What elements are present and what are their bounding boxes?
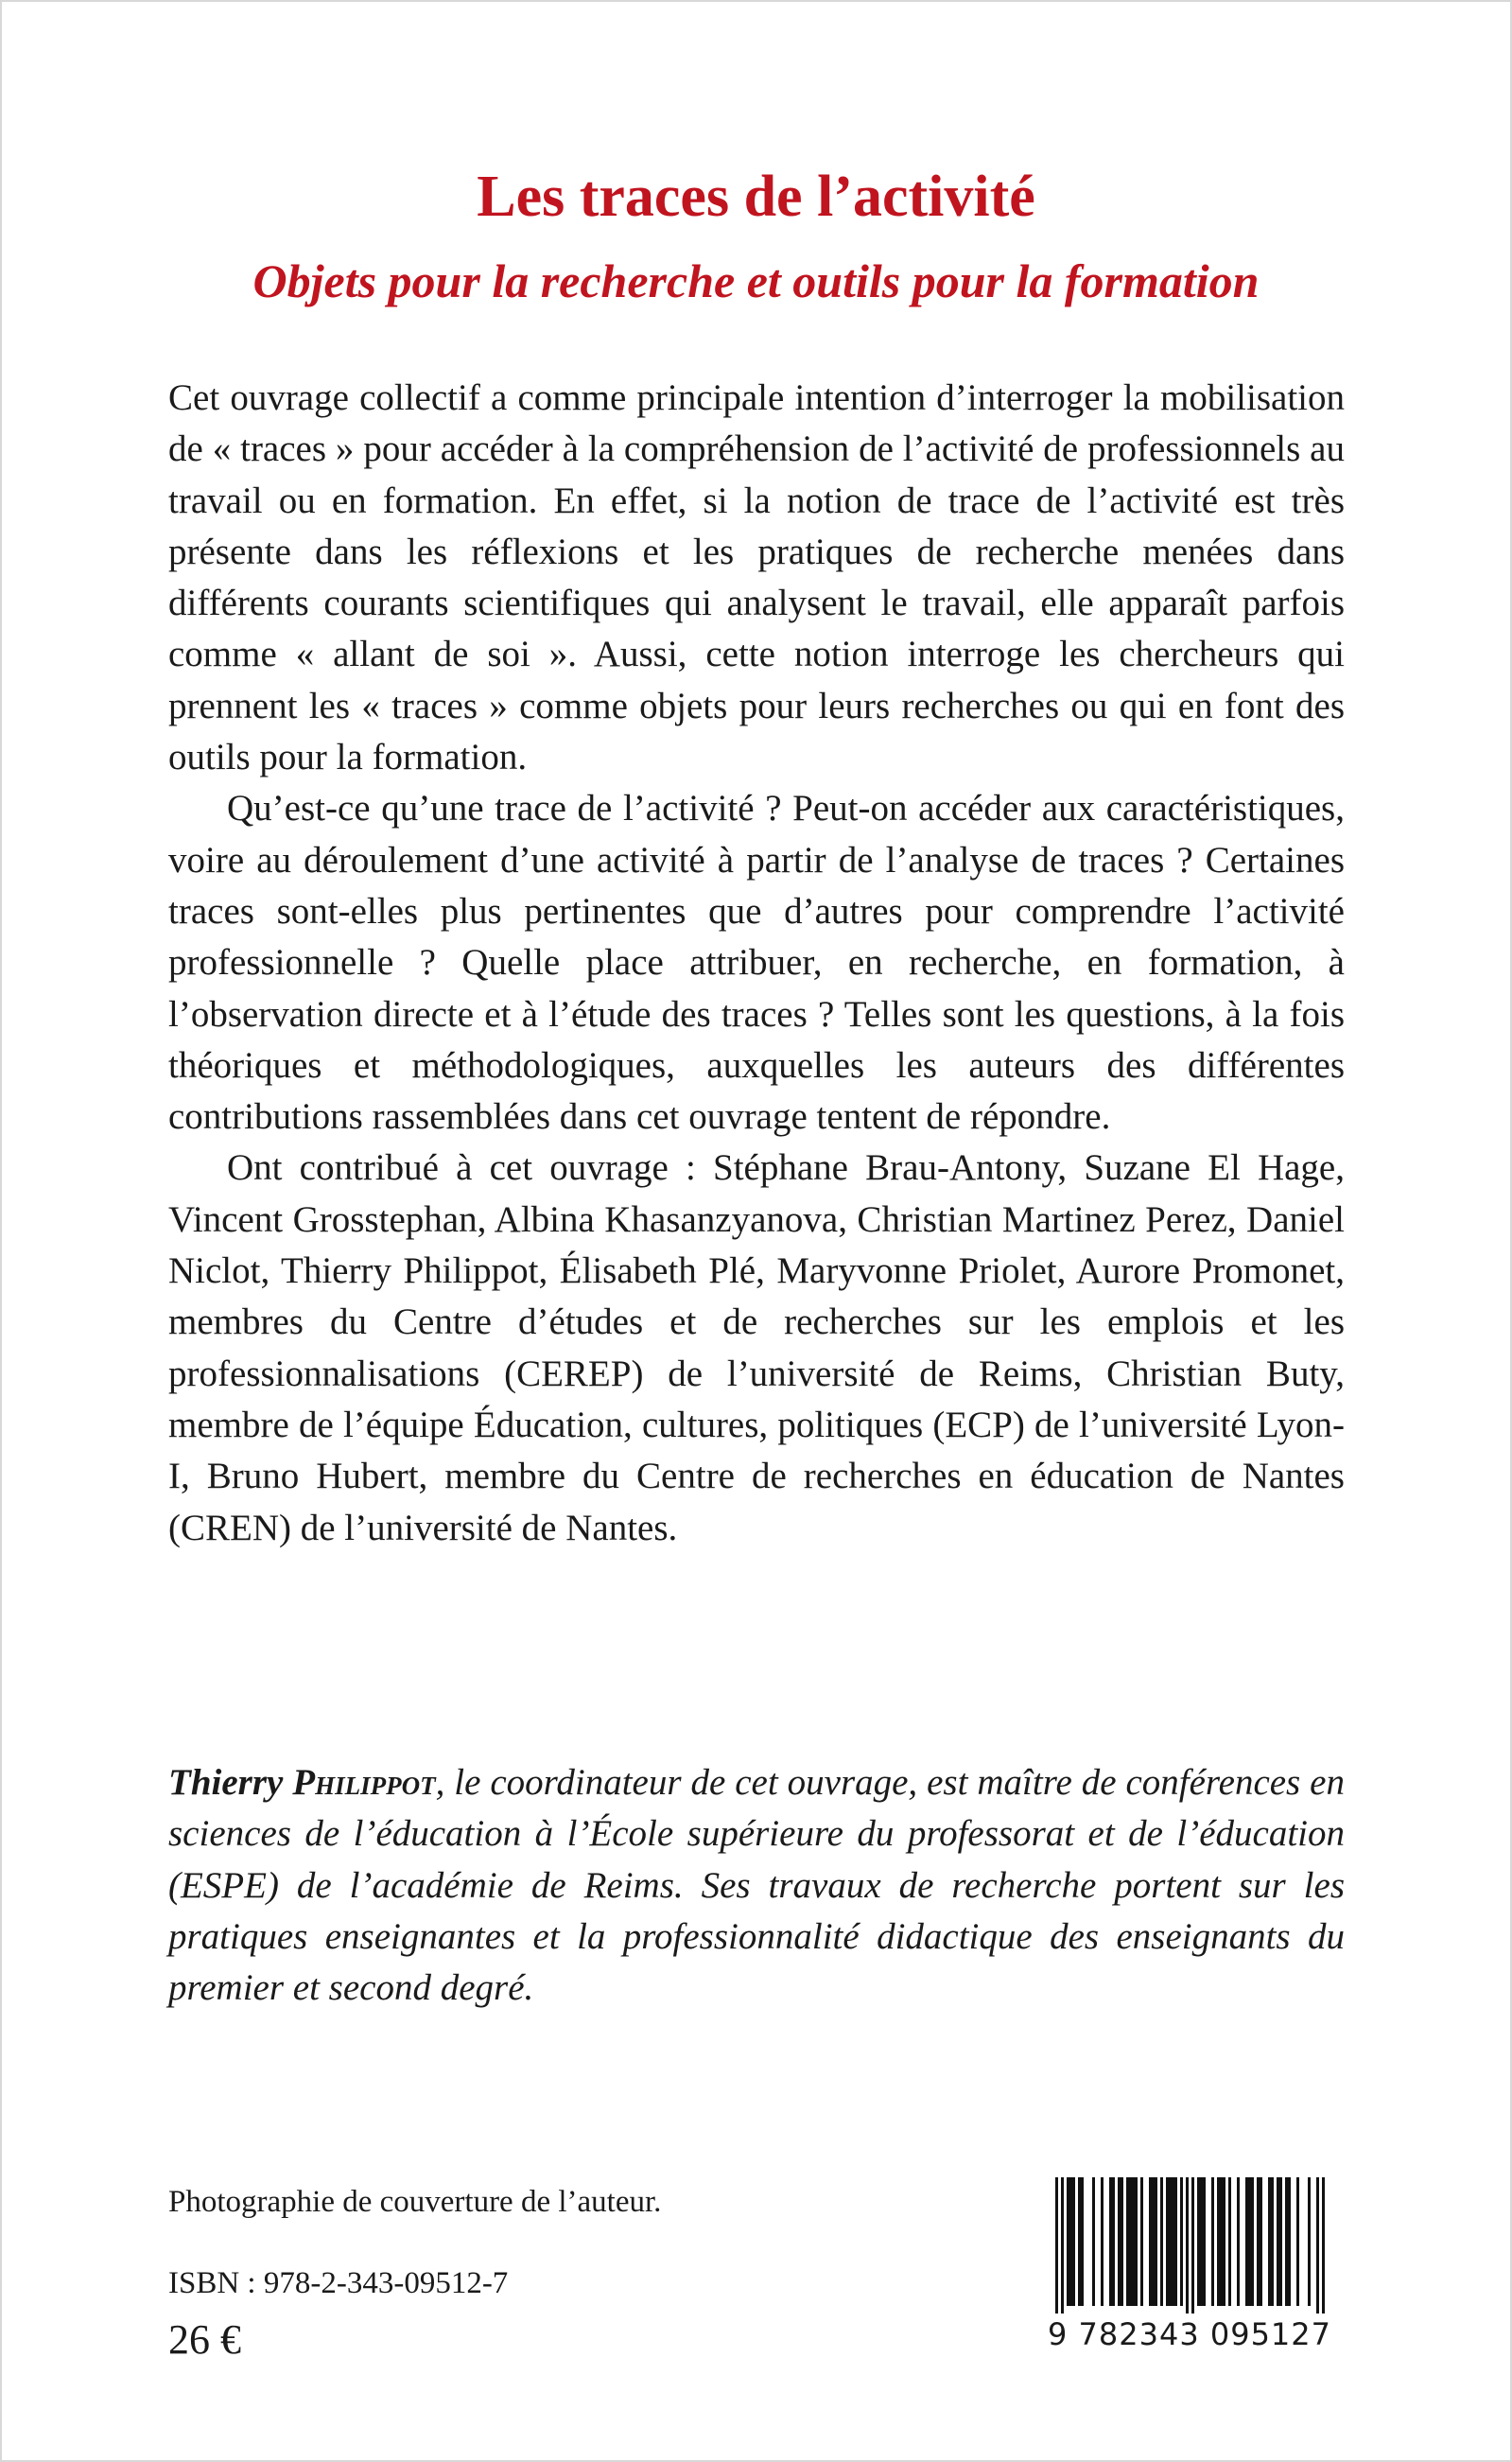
barcode-bar: [1055, 2177, 1058, 2314]
barcode-bar: [1069, 2177, 1072, 2306]
barcode-bar: [1135, 2177, 1138, 2306]
blurb-paragraph-3: Ont contribué à cet ouvrage : Stéphane Brau-Antony, Suzane El Hage, Vincent Grosstephan, Albina Khasanzyanova, Christian Martinez Perez, Daniel Niclot, Thierry Philippot, Élisabeth Plé, Maryvonne Priolet, Aurore Promonet, membres du Centre d’études et de recherches sur les emplois et les professionnalisations (CEREP) de l’université de Reims, Christian Buty, membre de l’équipe Éducation, cultures, politiques (ECP) de l’université Lyon-I, Bruno Hubert, membre du Centre de recherches en éducation de Nantes (CREN) de l’université de Nantes.: [168, 1147, 1345, 1548]
author-surname: Philippot: [292, 1762, 436, 1803]
barcode-bar: [1092, 2177, 1095, 2306]
barcode-bar: [1132, 2177, 1135, 2306]
blurb-paragraph-2: Qu’est-ce qu’une trace de l’activité ? Peut-on accéder aux caractéristiques, voire au déroulement d’une activité à partir de l’analyse de traces ? Certaines traces sont-elles plus pertinentes que d’autres pour comprendre l’activité professionnelle ? Quelle place attribuer, en recherche, en formation, à l’observation directe et à l’étude des traces ? Telles sont les questions, à la fois théoriques et méthodologiques, auxquelles les auteurs des différentes contributions rassemblées dans cet ouvrage tentent de répondre.: [168, 788, 1345, 1138]
barcode-bar: [1078, 2177, 1081, 2306]
barcode-bar: [1081, 2177, 1084, 2306]
barcode-bar: [1061, 2177, 1064, 2314]
barcode-bar: [1245, 2177, 1248, 2306]
barcode-bar: [1308, 2177, 1311, 2306]
barcode-bar: [1316, 2177, 1319, 2314]
barcode-bar: [1172, 2177, 1174, 2306]
author-name: [168, 1762, 436, 1803]
barcode-bar: [1268, 2177, 1271, 2306]
barcode-bar: [1237, 2177, 1240, 2306]
barcode-bar: [1072, 2177, 1075, 2306]
barcode-bar: [1180, 2177, 1183, 2306]
barcode-bar: [1101, 2177, 1104, 2306]
isbn: ISBN : 978-2-343-09512-7: [168, 2266, 509, 2300]
barcode-bar: [1200, 2177, 1203, 2306]
barcode-bar: [1279, 2177, 1282, 2306]
book-title: Les traces de l’activité: [477, 165, 1035, 229]
barcode-bar: [1149, 2177, 1152, 2306]
barcode-bar: [1260, 2177, 1262, 2306]
author-bio: [168, 1757, 1345, 2014]
blurb: [168, 373, 1345, 1554]
barcode-bar: [1169, 2177, 1172, 2306]
barcode-bar: [1271, 2177, 1274, 2306]
barcode-bar: [1191, 2177, 1194, 2314]
barcode-bar: [1288, 2177, 1291, 2306]
barcode-bar: [1121, 2177, 1123, 2306]
barcode-bar: [1203, 2177, 1206, 2306]
price: 26 €: [168, 2316, 241, 2363]
barcode-bars: [1033, 2172, 1347, 2314]
barcode-bar: [1067, 2177, 1069, 2306]
barcode-bar: [1285, 2177, 1288, 2306]
barcode-bar: [1112, 2177, 1115, 2306]
barcode-bar: [1152, 2177, 1155, 2306]
barcode-bar: [1257, 2177, 1260, 2306]
barcode-bar: [1140, 2177, 1143, 2306]
barcode-digits: 9 782343 095127: [1033, 2315, 1347, 2353]
barcode-bar: [1109, 2177, 1112, 2306]
barcode-bar: [1186, 2177, 1189, 2314]
barcode-bar: [1174, 2177, 1177, 2306]
barcode-bar: [1296, 2177, 1299, 2306]
barcode-bar: [1228, 2177, 1231, 2306]
photo-credit: Photographie de couverture de l’auteur.: [168, 2185, 662, 2219]
barcode-bar: [1251, 2177, 1254, 2306]
barcode-bar: [1118, 2177, 1121, 2306]
author-bio-text: [168, 1757, 1345, 2014]
author-first-name: Thierry: [168, 1762, 293, 1803]
blurb-paragraph-1: Cet ouvrage collectif a comme principale intention d’interroger la mobilisation de « traces » pour accéder à la compréhension de l’activité de professionnels au travail ou en formation. En effet, si la notion de trace de l’activité est très présente dans les réflexions et les pratiques de recherche menées dans différents courants scientifiques qui analysent le travail, elle apparaît parfois comme « allant de soi ». Aussi, cette notion interroge les chercheurs qui prennent les « traces » comme objets pour leurs recherches ou qui en font des outils pour la formation.: [168, 377, 1345, 778]
barcode-bar: [1277, 2177, 1279, 2306]
barcode-bar: [1223, 2177, 1225, 2306]
barcode-bar: [1248, 2177, 1251, 2306]
barcode-bar: [1166, 2177, 1169, 2306]
barcode-bar: [1197, 2177, 1200, 2306]
barcode-bar: [1217, 2177, 1220, 2306]
barcode-bar: [1129, 2177, 1132, 2306]
author-bio-body: , le coordinateur de cet ouvrage, est maître de conférences en sciences de l’éducation à l’École supérieure du professorat et de l’éducation (ESPE) de l’académie de Reims. Ses travaux de recherche portent sur les pratiques enseignantes et la professionnalité didactique des enseignants du premier et second degré.: [168, 1762, 1345, 2009]
barcode-bar: [1220, 2177, 1223, 2306]
barcode-bar: [1211, 2177, 1214, 2306]
barcode-bar: [1160, 2177, 1163, 2306]
barcode-bar: [1126, 2177, 1129, 2306]
book-subtitle: Objets pour la recherche et outils pour la formation: [252, 254, 1260, 307]
barcode-bar: [1322, 2177, 1325, 2314]
barcode-bar: [1155, 2177, 1157, 2306]
